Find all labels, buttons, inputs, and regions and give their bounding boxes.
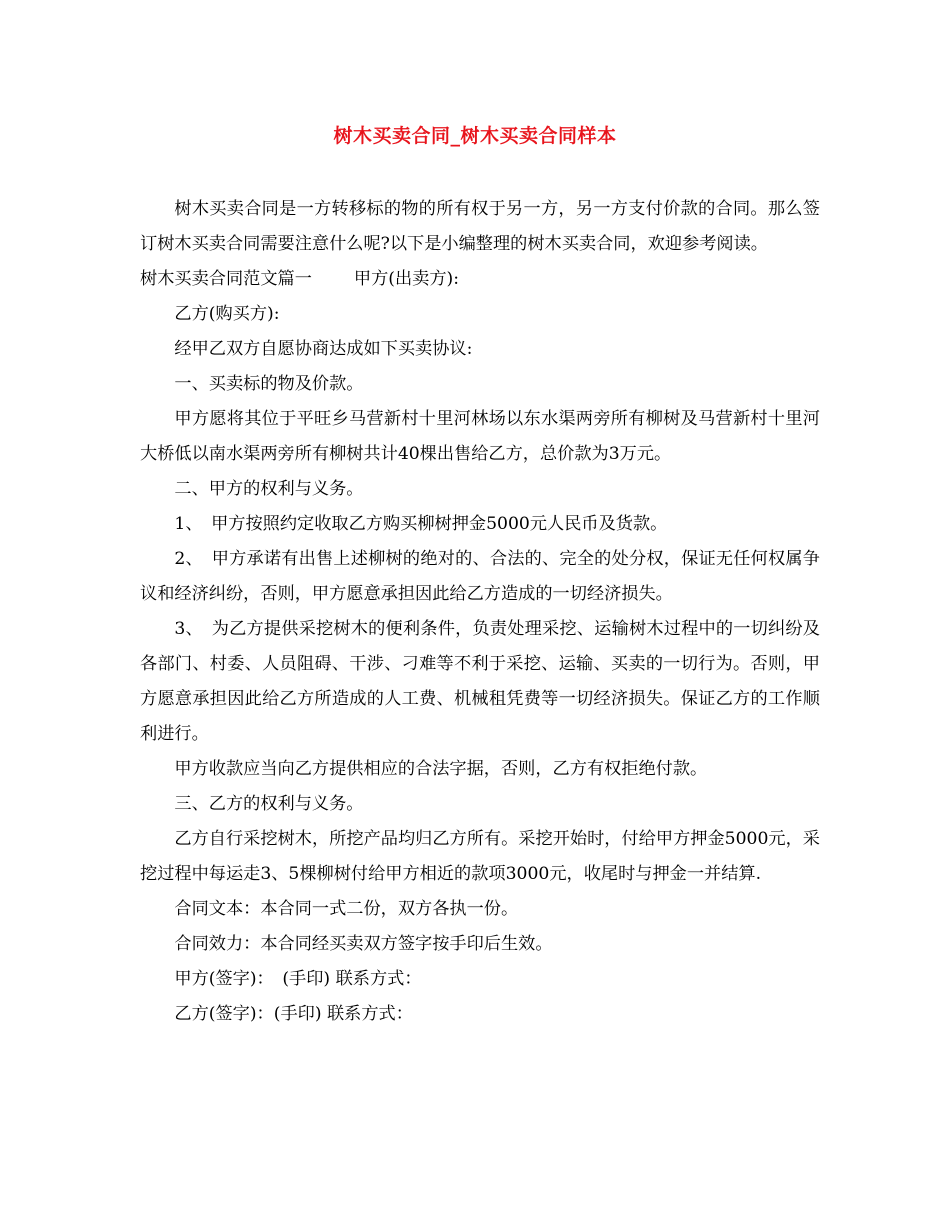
section2-item-3: 3、 为乙方提供采挖树木的便利条件，负责处理采挖、运输树木过程中的一切纠纷及各部门、村委、人员阻碍、干涉、刁难等不利于采挖、运输、买卖的一切行为。否则，甲方愿意承担因此给乙方所造成的人工费、机械租凭费等一切经济损失。保证乙方的工作顺利进行。 <box>140 619 820 744</box>
party-a-seller-label: 甲方(出卖方): <box>353 269 460 289</box>
section1-heading: 一、买卖标的物及价款。 <box>174 374 364 394</box>
sample-heading-line <box>140 262 820 297</box>
contract-validity: 合同效力：本合同经买卖双方签字按手印后生效。 <box>174 934 553 954</box>
signature-party-a: 甲方(签字)： (手印) 联系方式： <box>174 969 422 989</box>
document-body <box>140 192 820 1032</box>
section2-receipt: 甲方收款应当向乙方提供相应的合法字据，否则，乙方有权拒绝付款。 <box>174 759 708 779</box>
contract-copies: 合同文本：本合同一式二份，双方各执一份。 <box>174 899 519 919</box>
section3-text: 乙方自行采挖树木，所挖产品均归乙方所有。采挖开始时，付给甲方押金5000元，采挖过程中每运走3、5棵柳树付给甲方相近的款项3000元，收尾时与押金一并结算. <box>140 829 820 884</box>
section2-item-2: 2、 甲方承诺有出售上述柳树的绝对的、合法的、完全的处分权，保证无任何权属争议和经济纠纷，否则，甲方愿意承担因此给乙方造成的一切经济损失。 <box>140 549 820 604</box>
document-title: 树木买卖合同_树木买卖合同样本 <box>333 125 617 147</box>
signature-party-b: 乙方(签字)：(手印) 联系方式： <box>174 1004 413 1024</box>
sample-heading: 树木买卖合同范文篇一 <box>140 269 312 289</box>
section2-item-1: 1、 甲方按照约定收取乙方购买柳树押金5000元人民币及货款。 <box>174 514 668 534</box>
party-b-buyer-label: 乙方(购买方): <box>174 304 280 324</box>
section2-heading: 二、甲方的权利与义务。 <box>174 479 364 499</box>
intro-paragraph: 树木买卖合同是一方转移标的物的所有权于另一方，另一方支付价款的合同。那么签订树木买卖合同需要注意什么呢?以下是小编整理的树木买卖合同，欢迎参考阅读。 <box>140 199 820 254</box>
section3-heading: 三、乙方的权利与义务。 <box>174 794 364 814</box>
section1-text: 甲方愿将其位于平旺乡马营新村十里河林场以东水渠两旁所有柳树及马营新村十里河大桥低以南水渠两旁所有柳树共计40棵出售给乙方，总价款为3万元。 <box>140 409 820 464</box>
agreement-intro: 经甲乙双方自愿协商达成如下买卖协议: <box>174 339 473 359</box>
